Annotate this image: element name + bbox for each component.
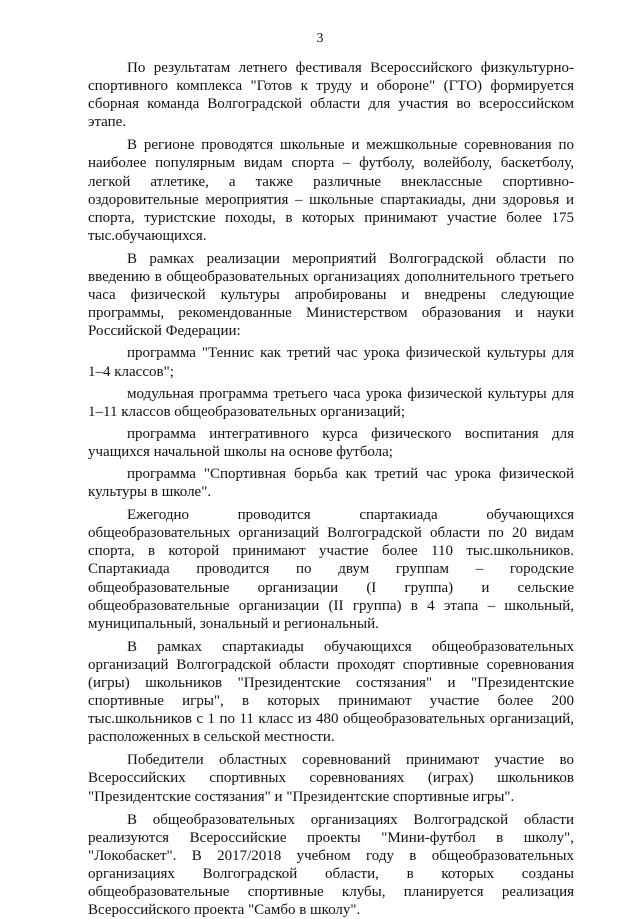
- list-item-tennis-program: программа "Теннис как третий час урока физической культуры для 1–4 классов";: [88, 345, 574, 380]
- paragraph-spartakiad: Ежегодно проводится спартакиада обучающихся общеобразовательных организаций Волгоградской области по 20 видам спорта, в которой принимают участие более 110 тыс.школьников. Спартакиада проводится по двум группам – городские общеобразовательные организации (I группа) и сельские общеобразовательные организации (II группа) в 4 этапа – школьный, муниципальный, зональный и региональный.: [88, 507, 574, 632]
- paragraph-all-russian-projects: В общеобразовательных организациях Волгоградской области реализуются Всероссийские проекты "Мини-футбол в школу", "Локобаскет". В 2017/2018 учебном году в общеобразовательных организациях Волгоградской области, в которых созданы общеобразовательные спортивные клубы, планируется реализация Всероссийского проекта "Самбо в школу".: [88, 811, 574, 919]
- list-item-football-program: программа интегративного курса физического воспитания для учащихся начальной школы на основе футбола;: [88, 425, 574, 460]
- list-item-modular-program: модульная программа третьего часа урока физической культуры для 1–11 классов общеобразовательных организаций;: [88, 385, 574, 420]
- paragraph-gto-festival: По результатам летнего фестиваля Всероссийского физкультурно-спортивного комплекса "Готов к труду и обороне" (ГТО) формируется сборная команда Волгоградской области для участия во всероссийском этапе.: [88, 60, 574, 131]
- document-body: [88, 59, 574, 919]
- paragraph-third-hour-programs: В рамках реализации мероприятий Волгоградской области по введению в общеобразовательных организациях дополнительного третьего часа физической культуры апробированы и внедрены следующие программы, рекомендованные Министерством образования и науки Российской Федерации:: [88, 250, 574, 340]
- page-number: 3: [316, 31, 324, 46]
- paragraph-school-competitions: В регионе проводятся школьные и межшкольные соревнования по наиболее популярным видам спорта – футболу, волейболу, баскетболу, легкой атлетике, а также различные внеклассные спортивно-оздоровительные мероприятия – школьные спартакиады, дни здоровья и спорта, туристские походы, в которых принимают участие более 175 тыс.обучающихся.: [88, 137, 574, 244]
- list-item-wrestling-program: программа "Спортивная борьба как третий час урока физической культуры в школе".: [88, 465, 574, 501]
- paragraph-presidential-competitions: В рамках спартакиады обучающихся общеобразовательных организаций Волгоградской области проходят спортивные соревнования (игры) школьников "Президентские состязания" и "Президентские спортивные игры", в которых принимают участие более 200 тыс.школьников с 1 по 11 класс из 480 общеобразовательных организаций, расположенных в сельской местности.: [88, 638, 574, 746]
- paragraph-winners: Победители областных соревнований принимают участие во Всероссийских спортивных соревнованиях (играх) школьников "Президентские состязания" и "Президентские спортивные игры".: [88, 752, 574, 805]
